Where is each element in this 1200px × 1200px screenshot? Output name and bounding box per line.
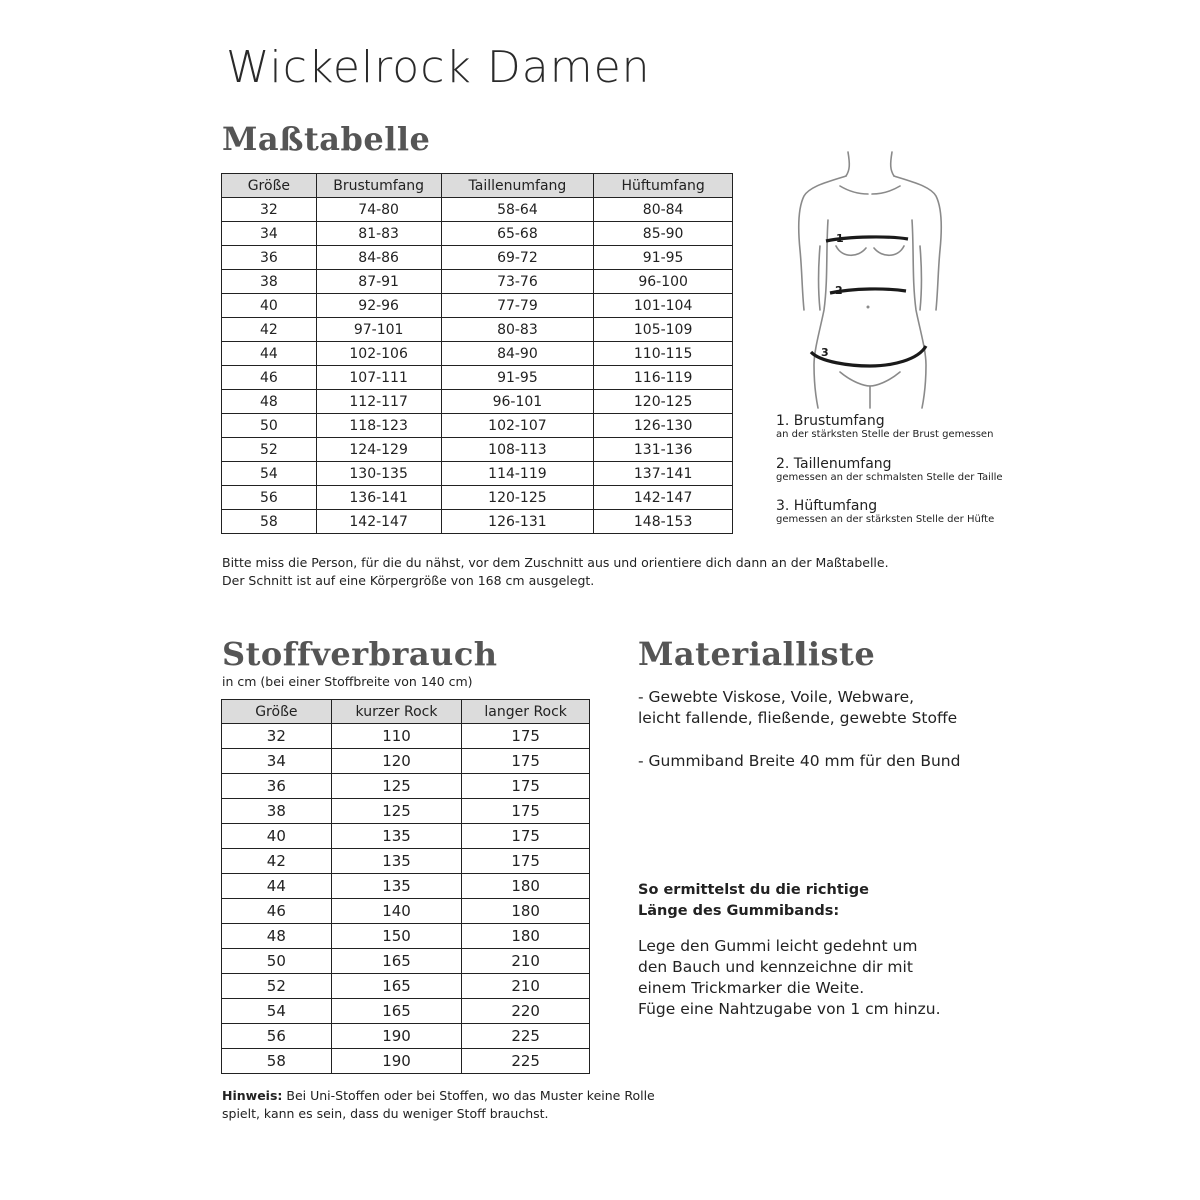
hint-text-1: Bei Uni-Stoffen oder bei Stoffen, wo das Muster keine Rolle [282, 1088, 655, 1103]
hip-cell: 80-84 [594, 198, 733, 222]
size-cell: 50 [222, 414, 317, 438]
long-skirt-cell: 175 [462, 749, 590, 774]
size-cell: 44 [222, 874, 332, 899]
neck-outline [846, 152, 849, 176]
bust-cell: 97-101 [316, 318, 441, 342]
size-cell: 56 [222, 1024, 332, 1049]
hint-label: Hinweis: [222, 1088, 283, 1103]
bust-outline [874, 246, 904, 255]
table-row [222, 222, 733, 246]
long-skirt-cell: 180 [462, 874, 590, 899]
long-skirt-cell: 210 [462, 974, 590, 999]
short-skirt-cell: 120 [331, 749, 462, 774]
short-skirt-cell: 125 [331, 774, 462, 799]
table-row [222, 974, 590, 999]
size-cell: 40 [222, 824, 332, 849]
material-item-2: - Gummiband Breite 40 mm für den Bund [638, 752, 961, 770]
table-row [222, 1024, 590, 1049]
left-torso-outline [814, 220, 828, 408]
fabric-subheading: in cm (bei einer Stoffbreite von 140 cm) [222, 674, 473, 689]
right-inner-arm [920, 246, 922, 310]
waist-cell: 58-64 [441, 198, 594, 222]
size-cell: 52 [222, 974, 332, 999]
bust-cell: 118-123 [316, 414, 441, 438]
hip-cell: 116-119 [594, 366, 733, 390]
table-row [222, 724, 590, 749]
table-row [222, 774, 590, 799]
howto-line-2: den Bauch und kennzeichne dir mit [638, 958, 913, 976]
hip-cell: 85-90 [594, 222, 733, 246]
size-cell: 46 [222, 366, 317, 390]
howto-line-1: Lege den Gummi leicht gedehnt um [638, 937, 918, 955]
bust-cell: 112-117 [316, 390, 441, 414]
size-cell: 54 [222, 462, 317, 486]
table-row [222, 270, 733, 294]
caption-hip [776, 498, 994, 526]
long-skirt-cell: 175 [462, 799, 590, 824]
howto-title-line-1: So ermittelst du die richtige [638, 882, 869, 898]
short-skirt-cell: 150 [331, 924, 462, 949]
size-cell: 46 [222, 899, 332, 924]
table-row [222, 486, 733, 510]
hint-line-2: spielt, kann es sein, dass du weniger Stoff brauchst. [222, 1106, 549, 1121]
table-row [222, 198, 733, 222]
caption-bust [776, 413, 993, 441]
bust-cell: 87-91 [316, 270, 441, 294]
long-skirt-cell: 225 [462, 1024, 590, 1049]
material-item-1-line-2: leicht fallende, fließende, gewebte Stoffe [638, 709, 958, 727]
bust-cell: 124-129 [316, 438, 441, 462]
long-skirt-cell: 180 [462, 899, 590, 924]
hip-cell: 148-153 [594, 510, 733, 534]
table-row [222, 510, 733, 534]
caption-hip-title: 3. Hüftumfang [776, 498, 878, 514]
caption-waist-title: 2. Taillenumfang [776, 456, 892, 472]
hint-line-1 [222, 1087, 655, 1105]
long-skirt-cell: 210 [462, 949, 590, 974]
measure-note-line-1: Bitte miss die Person, für die du nähst, vor dem Zuschnitt aus und orientiere dich dann an der Maßtabelle. [222, 555, 889, 570]
table-row [222, 390, 733, 414]
size-cell: 48 [222, 924, 332, 949]
size-cell: 56 [222, 486, 317, 510]
bust-outline [836, 246, 866, 255]
size-cell: 38 [222, 270, 317, 294]
table-row [222, 414, 733, 438]
waist-cell: 77-79 [441, 294, 594, 318]
column-header-long-skirt: langer Rock [462, 700, 590, 724]
short-skirt-cell: 190 [331, 1049, 462, 1074]
size-cell: 54 [222, 999, 332, 1024]
hip-cell: 96-100 [594, 270, 733, 294]
size-cell: 58 [222, 1049, 332, 1074]
long-skirt-cell: 175 [462, 774, 590, 799]
marker-1: 1 [836, 232, 844, 245]
hip-cell: 105-109 [594, 318, 733, 342]
long-skirt-cell: 225 [462, 1049, 590, 1074]
short-skirt-cell: 165 [331, 949, 462, 974]
size-cell: 42 [222, 849, 332, 874]
table-row [222, 949, 590, 974]
size-cell: 58 [222, 510, 317, 534]
bust-cell: 102-106 [316, 342, 441, 366]
hip-outline [840, 372, 900, 386]
navel-mark [867, 306, 870, 309]
short-skirt-cell: 125 [331, 799, 462, 824]
table-row [222, 342, 733, 366]
waist-cell: 80-83 [441, 318, 594, 342]
waist-cell: 84-90 [441, 342, 594, 366]
table-row [222, 294, 733, 318]
table-row [222, 246, 733, 270]
table-row [222, 924, 590, 949]
waist-cell: 73-76 [441, 270, 594, 294]
hip-cell: 126-130 [594, 414, 733, 438]
short-skirt-cell: 135 [331, 874, 462, 899]
right-torso-outline [912, 220, 926, 408]
long-skirt-cell: 175 [462, 849, 590, 874]
howto-title-line-2: Länge des Gummibands: [638, 903, 840, 919]
waist-cell: 65-68 [441, 222, 594, 246]
table-row [222, 799, 590, 824]
table-row [222, 849, 590, 874]
hip-cell: 142-147 [594, 486, 733, 510]
waist-cell: 102-107 [441, 414, 594, 438]
marker-2: 2 [835, 284, 843, 297]
waist-cell: 126-131 [441, 510, 594, 534]
caption-bust-desc: an der stärksten Stelle der Brust gemessen [776, 429, 994, 440]
table-row [222, 366, 733, 390]
size-cell: 36 [222, 774, 332, 799]
table-row [222, 438, 733, 462]
waist-cell: 114-119 [441, 462, 594, 486]
left-inner-arm [819, 246, 821, 310]
long-skirt-cell: 180 [462, 924, 590, 949]
waist-cell: 96-101 [441, 390, 594, 414]
bust-cell: 81-83 [316, 222, 441, 246]
hip-cell: 101-104 [594, 294, 733, 318]
page-title: Wickelrock Damen [226, 42, 651, 93]
fabric-table-header-row [222, 700, 590, 724]
size-cell: 32 [222, 724, 332, 749]
size-cell: 52 [222, 438, 317, 462]
size-table-header-row [222, 174, 733, 198]
bust-cell: 142-147 [316, 510, 441, 534]
short-skirt-cell: 165 [331, 999, 462, 1024]
size-cell: 34 [222, 749, 332, 774]
size-cell: 50 [222, 949, 332, 974]
howto-line-4: Füge eine Nahtzugabe von 1 cm hinzu. [638, 1000, 941, 1018]
material-item-1-line-1: - Gewebte Viskose, Voile, Webware, [638, 688, 915, 706]
caption-bust-title: 1. Brustumfang [776, 413, 885, 429]
waist-cell: 120-125 [441, 486, 594, 510]
bust-cell: 130-135 [316, 462, 441, 486]
table-row [222, 318, 733, 342]
short-skirt-cell: 110 [331, 724, 462, 749]
bust-cell: 74-80 [316, 198, 441, 222]
size-table-heading: Maßtabelle [222, 120, 431, 158]
column-header-size: Größe [222, 174, 317, 198]
short-skirt-cell: 135 [331, 849, 462, 874]
material-heading: Materialliste [638, 635, 876, 673]
caption-hip-desc: gemessen an der stärksten Stelle der Hüfte [776, 514, 995, 525]
table-row [222, 1049, 590, 1074]
short-skirt-cell: 140 [331, 899, 462, 924]
marker-3: 3 [821, 346, 829, 359]
column-header-size: Größe [222, 700, 332, 724]
table-row [222, 999, 590, 1024]
fabric-table [221, 699, 590, 1074]
short-skirt-cell: 190 [331, 1024, 462, 1049]
hip-cell: 110-115 [594, 342, 733, 366]
body-measurement-figure [780, 150, 960, 410]
size-cell: 42 [222, 318, 317, 342]
collarbone [872, 186, 900, 194]
size-cell: 34 [222, 222, 317, 246]
bust-cell: 92-96 [316, 294, 441, 318]
short-skirt-cell: 135 [331, 824, 462, 849]
collarbone [840, 186, 868, 194]
column-header-bust: Brustumfang [316, 174, 441, 198]
table-row [222, 462, 733, 486]
hip-cell: 137-141 [594, 462, 733, 486]
hip-cell: 91-95 [594, 246, 733, 270]
table-row [222, 899, 590, 924]
bust-cell: 136-141 [316, 486, 441, 510]
table-row [222, 874, 590, 899]
size-cell: 44 [222, 342, 317, 366]
howto-line-3: einem Trickmarker die Weite. [638, 979, 865, 997]
caption-waist-desc: gemessen an der schmalsten Stelle der Taille [776, 472, 1003, 483]
caption-waist [776, 456, 1003, 484]
size-cell: 32 [222, 198, 317, 222]
size-cell: 40 [222, 294, 317, 318]
neck-outline [891, 152, 894, 176]
size-table [221, 173, 733, 534]
long-skirt-cell: 220 [462, 999, 590, 1024]
bust-cell: 107-111 [316, 366, 441, 390]
size-cell: 38 [222, 799, 332, 824]
size-cell: 36 [222, 246, 317, 270]
fabric-heading: Stoffverbrauch [222, 635, 498, 673]
waist-cell: 69-72 [441, 246, 594, 270]
size-cell: 48 [222, 390, 317, 414]
hip-cell: 120-125 [594, 390, 733, 414]
table-row [222, 824, 590, 849]
measure-note-line-2: Der Schnitt ist auf eine Körpergröße von 168 cm ausgelegt. [222, 573, 595, 588]
long-skirt-cell: 175 [462, 724, 590, 749]
column-header-hip: Hüftumfang [594, 174, 733, 198]
short-skirt-cell: 165 [331, 974, 462, 999]
table-row [222, 749, 590, 774]
waist-cell: 108-113 [441, 438, 594, 462]
waist-cell: 91-95 [441, 366, 594, 390]
long-skirt-cell: 175 [462, 824, 590, 849]
column-header-short-skirt: kurzer Rock [331, 700, 462, 724]
column-header-waist: Taillenumfang [441, 174, 594, 198]
hip-cell: 131-136 [594, 438, 733, 462]
bust-cell: 84-86 [316, 246, 441, 270]
